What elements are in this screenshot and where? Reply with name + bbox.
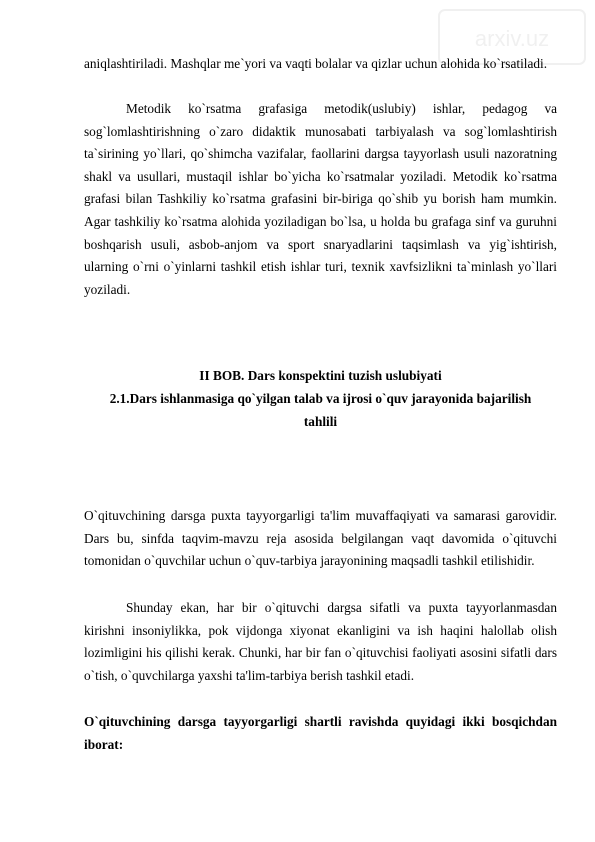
section-heading-line1: 2.1.Dars ishlanmasiga qo`yilgan talab va ijrosi o`quv jarayonida bajarilish [109, 391, 532, 406]
chapter-heading: II BOB. Dars konspektini tuzish uslubiyati [199, 368, 442, 383]
paragraph-3: O`qituvchining darsga puxta tayyorgarligi ta'lim muvaffaqiyati va samarasi garovidir. Dars bu, sinfda taqvim-mavzu reja asosida belgilangan vaqt davomida o`qituvchi tomonidan o`quvchilar uchun o`quv-tarbiya jarayonining maqsadli tashkil etilishidir. [84, 508, 557, 568]
paragraph-1: aniqlashtiriladi. Mashqlar me`yori va vaqti bolalar va qizlar uchun alohida ko`rsatiladi. [84, 56, 548, 71]
paragraph-5-bold: O`qituvchining darsga tayyorgarligi shartli ravishda quyidagi ikki bosqichdan iborat: [84, 714, 557, 752]
section-heading-line2: tahlili [303, 414, 338, 429]
paragraph-4: Shunday ekan, har bir o`qituvchi dargsa sifatli va puxta tayyorlanmasdan kirishni insoniylikka, pok vijdonga xiyonat ekanligini va ish haqini halollab olish lozimligini his qilishi kerak. Chunki, har bir fan o`qituvchisi faoliyati asosini sifatli dars o`tish, o`quvchilarga yaxshi ta'lim-tarbiya berish tashkil etadi. [84, 600, 557, 683]
svg-text:arxiv.uz: arxiv.uz [474, 26, 550, 51]
paragraph-2: Metodik ko`rsatma grafasiga metodik(uslubiy) ishlar, pedagog va sog`lomlashtirishning o`zaro didaktik munosabati tarbiyalash va sog`lomlashtirish ta`sirining yo`llari, qo`shimcha vazifalar, faollarini dargsa tayyorlash usuli nazoratning shakl va usullari, mustaqil ishlar bo`yicha ko`rsatmalar yoziladi. Metodik ko`rsatma grafasi bilan Tashkiliy ko`rsatma grafasini bir-biriga qo`shib yu borish ham mumkin. Agar tashkiliy ko`rsatma alohida yoziladigan bo`lsa, u holda bu grafaga sinf va guruhni boshqarish usuli, asbob-anjom va sport snaryadlarini taqsimlash va yig`ishtirish, ularning o`rni o`yinlarni tashkil etish ishlar turi, texnik xavfsizlikni ta`minlash yo`llari yoziladi. [84, 101, 557, 297]
